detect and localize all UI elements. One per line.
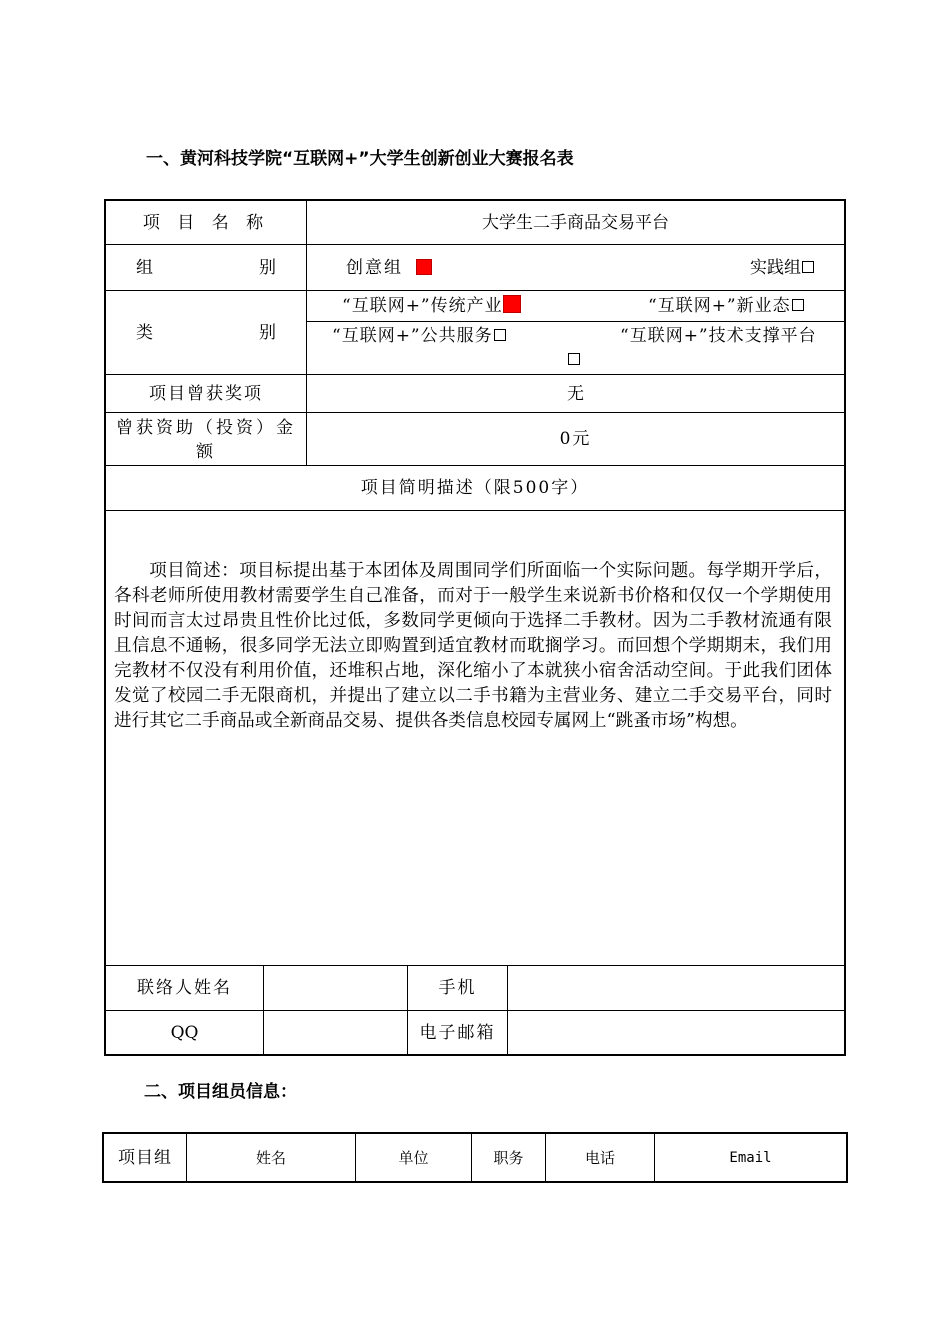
funding-label: 曾获资助（投资）金额 [116,417,296,462]
category-option-tech-platform-checkbox[interactable] [567,348,580,372]
contact-name-label: 联络人姓名 [137,978,232,998]
column-header-phone: 电话 [584,1148,615,1167]
category-label-left: 类 [136,323,153,343]
section1-title: 一、黄河科技学院“互联网+”大学生创新创业大赛报名表 [146,149,574,169]
category-option-traditional[interactable] [342,294,521,318]
email-field[interactable] [508,1011,844,1054]
funding-value: 0元 [559,429,592,449]
checkbox-icon[interactable] [568,353,580,365]
group-label-right: 别 [259,258,276,278]
project-name-value: 大学生二手商品交易平台 [482,212,669,233]
section2-title: 二、项目组员信息： [144,1082,297,1102]
category-option-traditional-label: “互联网+”传统产业 [342,296,503,316]
category-option-tech-platform-label: “互联网+”技术支撑平台 [620,326,817,346]
qq-field[interactable] [264,1011,407,1054]
description-label: 项目简明描述（限500字） [360,478,590,498]
category-option-public-service[interactable] [332,324,506,348]
email-label: 电子邮箱 [419,1022,496,1043]
description-text: 项目简述：项目标提出基于本团体及周围同学们所面临一个实际问题。每学期开学后，各科老师所使用教材需要学生自己准备，而对于一般学生来说新书价格和仅仅一个学期使用时间而言太过昂贵且性价比过低，多数同学更倾向于选择二手教材。因为二手教材流通有限且信息不通畅，很多同学无法立即购置到适宜教材而耽搁学习。而回想个学期期末，我们用完教材不仅没有利用价值，还堆积占地，深化缩小了本就狭小宿舍活动空间。于此我们团体发觉了校园二手无限商机，并提出了建立以二手书籍为主营业务、建立二手交易平台，同时进行其它二手商品或全新商品交易、提供各类信息校园专属网上“跳蚤市场”构想。 [114,561,832,731]
member-info-table [0,1125,950,1195]
phone-label: 手机 [438,978,477,998]
checkbox-checked-icon[interactable] [416,259,432,275]
category-option-new-business-label: “互联网+”新业态 [648,296,791,316]
checkbox-icon[interactable] [792,299,804,311]
phone-field[interactable] [508,966,844,1010]
category-option-new-business[interactable] [648,294,804,318]
category-option-public-service-label: “互联网+”公共服务 [332,326,493,346]
category-label-right: 别 [259,323,276,343]
group-option-practice[interactable] [750,256,814,280]
group-option-practice-label: 实践组 [750,258,801,278]
column-header-name: 姓名 [255,1148,286,1167]
checkbox-checked-icon[interactable] [503,295,521,313]
awards-value: 无 [567,383,584,404]
project-name-label: 项 目 名 称 [142,212,270,233]
group-option-creative[interactable] [346,256,432,280]
column-header-group: 项目组 [118,1147,172,1168]
group-label-left: 组 [136,258,153,278]
column-header-email: Email [729,1149,772,1166]
group-option-creative-label: 创意组 [346,258,403,278]
category-option-tech-platform[interactable] [620,324,835,348]
qq-label: QQ [170,1022,199,1043]
contact-name-field[interactable] [264,966,407,1010]
column-header-unit: 单位 [398,1148,429,1167]
checkbox-icon[interactable] [802,261,814,273]
column-header-position: 职务 [493,1148,524,1167]
awards-label: 项目曾获奖项 [149,383,263,404]
checkbox-icon[interactable] [494,329,506,341]
